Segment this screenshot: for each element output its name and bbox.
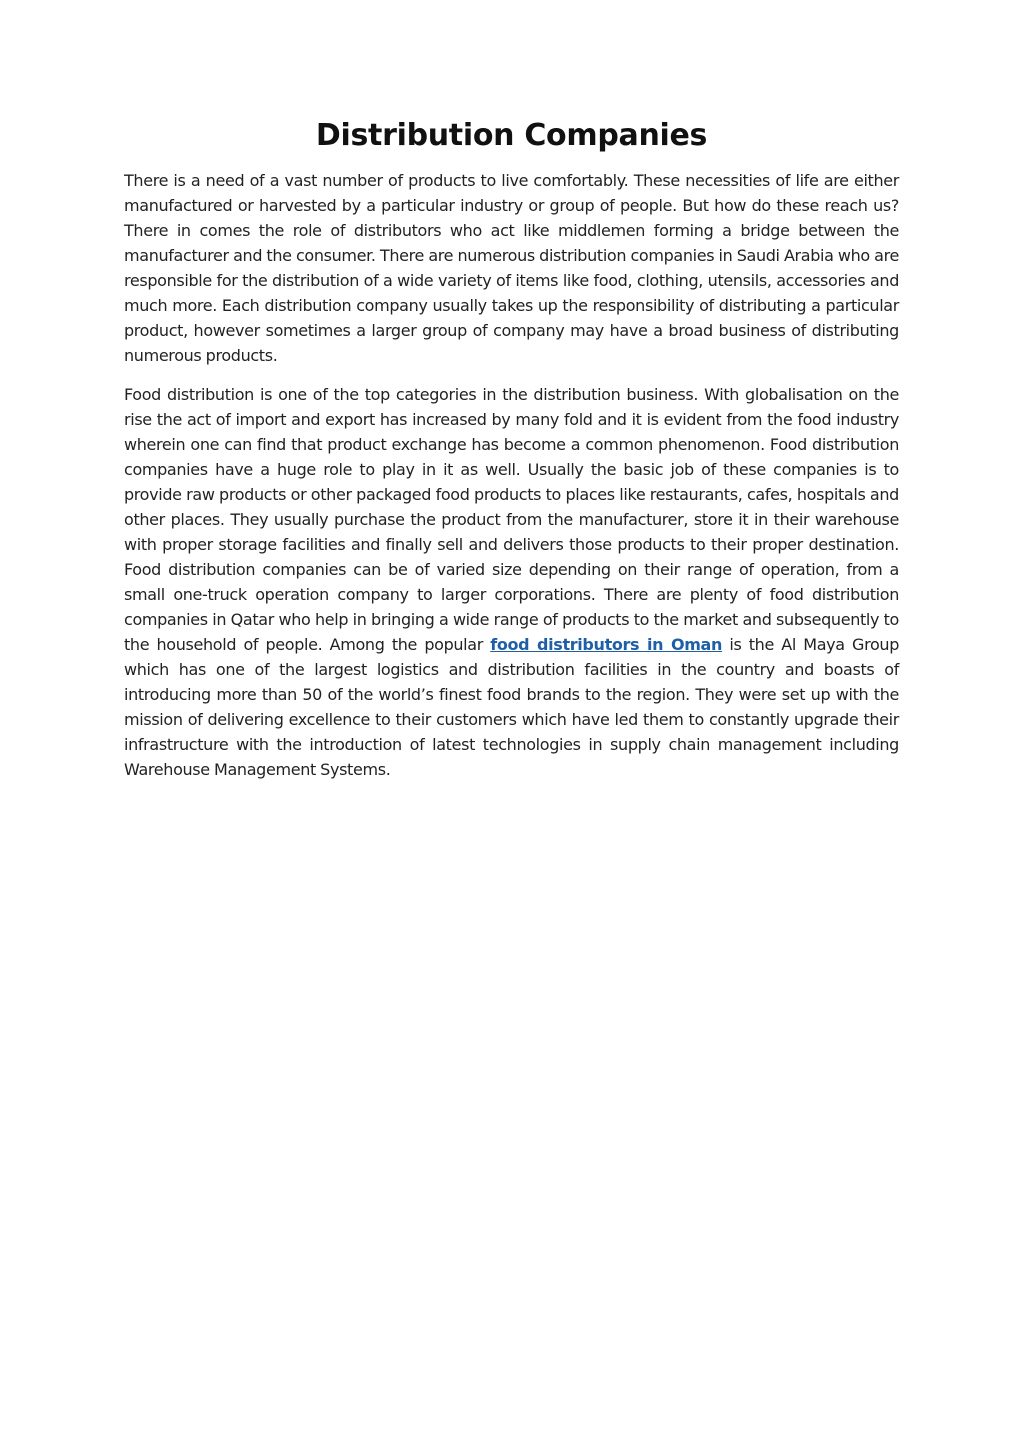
document-page <box>124 118 899 796</box>
page-title: Distribution Companies <box>315 118 708 153</box>
paragraph-text-after-link: is the Al Maya Group which has one of the largest logistics and distribution facilities in the country and boasts of introducing more than 50 of the world’s finest food brands to the region. They were set up with the mission of delivering excellence to their customers which have led them to constantly upgrade their infrastructure with the introduction of latest technologies in supply chain management including Warehouse Management Systems. <box>124 635 900 779</box>
paragraph-food-distribution <box>124 382 899 782</box>
paragraph-intro: There is a need of a vast number of products to live comfortably. These necessities of life are either manufactured or harvested by a particular industry or group of people. But how do these reach us? There in comes the role of distributors who act like middlemen forming a bridge between the manufacturer and the consumer. There are numerous distribution companies in Saudi Arabia who are responsible for the distribution of a wide variety of items like food, clothing, utensils, accessories and much more. Each distribution company usually takes up the responsibility of distributing a particular product, however sometimes a larger group of company may have a broad business of distributing numerous products. <box>124 171 899 365</box>
paragraph-text-before-link: Food distribution is one of the top categories in the distribution business. With globalisation on the rise the act of import and export has increased by many fold and it is evident from the food industry wherein one can find that product exchange has become a common phenomenon. Food distribution companies have a huge role to play in it as well. Usually the basic job of these companies is to provide raw products or other packaged food products to places like restaurants, cafes, hospitals and other places. They usually purchase the product from the manufacturer, store it in their warehouse with proper storage facilities and finally sell and delivers those products to their proper destination. Food distribution companies can be of varied size depending on their range of operation, from a small one-truck operation company to larger corporations. There are plenty of food distribution companies in Qatar who help in bringing a wide range of products to the market and subsequently to the household of people. Among the popular <box>124 385 899 654</box>
food-distributors-oman-link[interactable]: food distributors in Oman <box>490 635 723 654</box>
